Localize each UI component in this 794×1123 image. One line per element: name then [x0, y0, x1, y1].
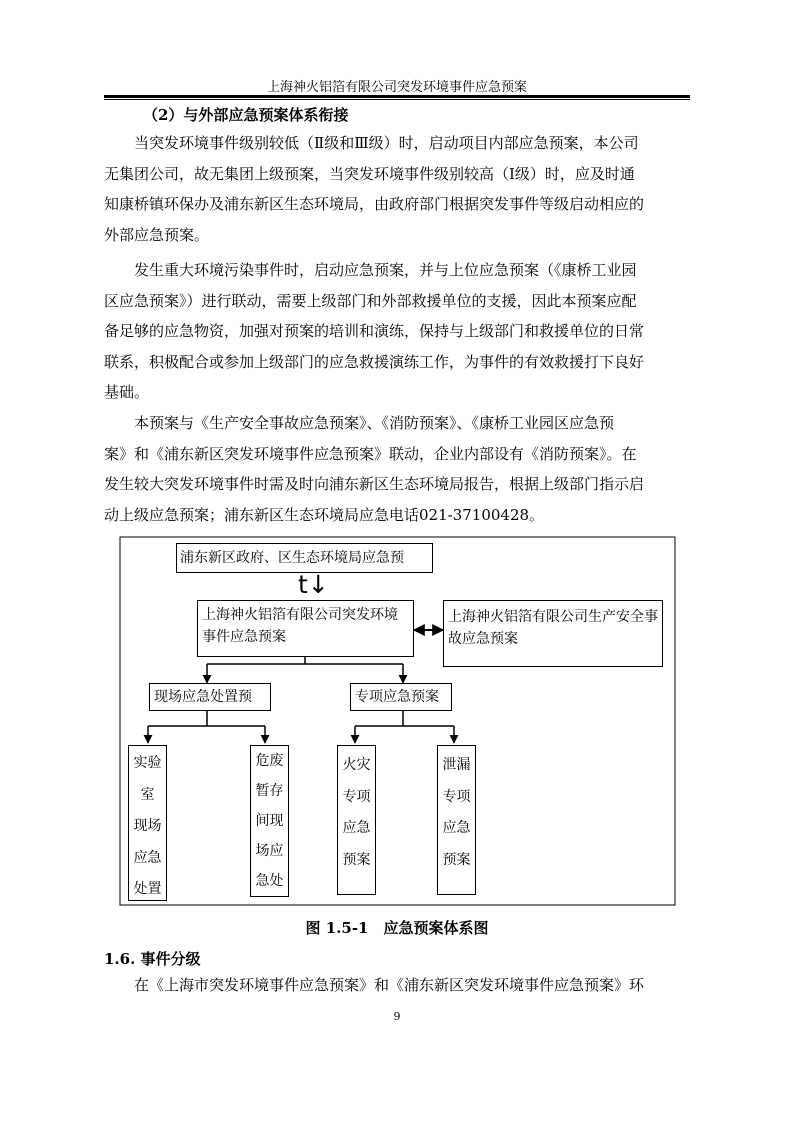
paragraph-line: 基础。 — [104, 383, 150, 402]
page-number: 9 — [393, 1010, 401, 1023]
paragraph-line: 发生重大环境污染事件时，启动应急预案，并与上位应急预案（《康桥工业园 — [134, 261, 637, 279]
paragraph-line: 知康桥镇环保办及浦东新区生态环境局，由政府部门根据突发事件等级启动相应的 — [104, 195, 645, 214]
leaf-text: 危废 — [255, 753, 284, 769]
paragraph-line: 发生较大突发环境事件时需及时向浦东新区生态环境局报告，根据上级部门指示启 — [104, 475, 645, 494]
leaf-text: 应急 — [442, 820, 471, 836]
diagram-frame — [120, 537, 675, 905]
paragraph-line: 在《上海市突发环境事件应急预案》和《浦东新区突发环境事件应急预案》环 — [134, 976, 645, 994]
figure-caption: 图 1.5-1 应急预案体系图 — [305, 919, 489, 937]
paragraph-line: 无集团公司，故无集团上级预案，当突发环境事件级别较高（Ⅰ级）时，应及时通 — [104, 164, 635, 183]
leaf-text: 应急 — [133, 849, 162, 866]
leaf-text: 预案 — [342, 851, 371, 868]
leaf-text: 急处 — [255, 873, 284, 889]
section-heading: （2）与外部应急预案体系衔接 — [143, 106, 349, 124]
leaf-text: 泄漏 — [442, 757, 471, 773]
leaf-text: 暂存 — [255, 783, 284, 799]
leaf-text: 现场 — [133, 818, 162, 834]
lab-plan-box — [128, 745, 167, 901]
paragraph-line: 备足够的应急物资，加强对预案的培训和演练，保持与上级部门和救援单位的日常 — [104, 322, 645, 341]
onsite-plan-box: 现场应急处置预 — [149, 683, 271, 711]
district-plan-box: 浦东新区政府、区生态环境局应急预 — [176, 543, 433, 573]
leaf-text: 专项 — [442, 788, 471, 805]
paragraph-4 — [104, 970, 690, 1001]
paragraph-line: 本预案与《生产安全事故应急预案》、《消防预案》、《康桥工业园区应急预 — [134, 414, 615, 432]
fire-plan-box — [337, 745, 376, 895]
special-plan-box: 专项应急预案 — [350, 683, 452, 711]
leaf-text: 室 — [140, 786, 155, 803]
leak-plan-box — [437, 745, 476, 895]
running-header: 上海神火铝箔有限公司突发环境事件应急预案 — [266, 80, 527, 95]
leaf-text: 专项 — [342, 788, 371, 805]
paragraph-line: 案》和《浦东新区突发环境事件应急预案》联动，企业内部设有《消防预案》。在 — [104, 444, 637, 463]
leaf-text: 场应 — [255, 843, 284, 859]
down-arrow-glyph: t↓ — [298, 570, 329, 599]
leaf-text: 应急 — [342, 820, 371, 836]
safety-plan-box: 上海神火铝箔有限公司生产安全事故应急预案 — [443, 600, 663, 667]
paragraph-line: 区应急预案》）进行联动，需要上级部门和外部救援单位的支援，因此本预案应配 — [104, 291, 637, 310]
paragraph-line: 动上级应急预案；浦东新区生态环境局应急电话021-37100428。 — [104, 505, 545, 524]
leaf-text: 实验 — [133, 755, 162, 771]
paragraph-line: 联系，积极配合或参加上级部门的应急救援演练工作，为事件的有效救援打下良好 — [104, 352, 645, 371]
leaf-text: 间现 — [255, 813, 284, 829]
paragraph-line: 外部应急预案。 — [104, 225, 210, 244]
hazwaste-plan-box — [250, 745, 289, 897]
leaf-text: 处置 — [133, 881, 162, 897]
leaf-text: 火灾 — [342, 757, 371, 773]
leaf-text: 预案 — [442, 851, 471, 868]
section-title: 1.6. 事件分级 — [104, 950, 201, 968]
company-env-plan-box: 上海神火铝箔有限公司突发环境事件应急预案 — [197, 600, 414, 657]
paragraph-line: 当突发环境事件级别较低（Ⅱ级和Ⅲ级）时，启动项目内部应急预案，本公司 — [134, 134, 639, 152]
